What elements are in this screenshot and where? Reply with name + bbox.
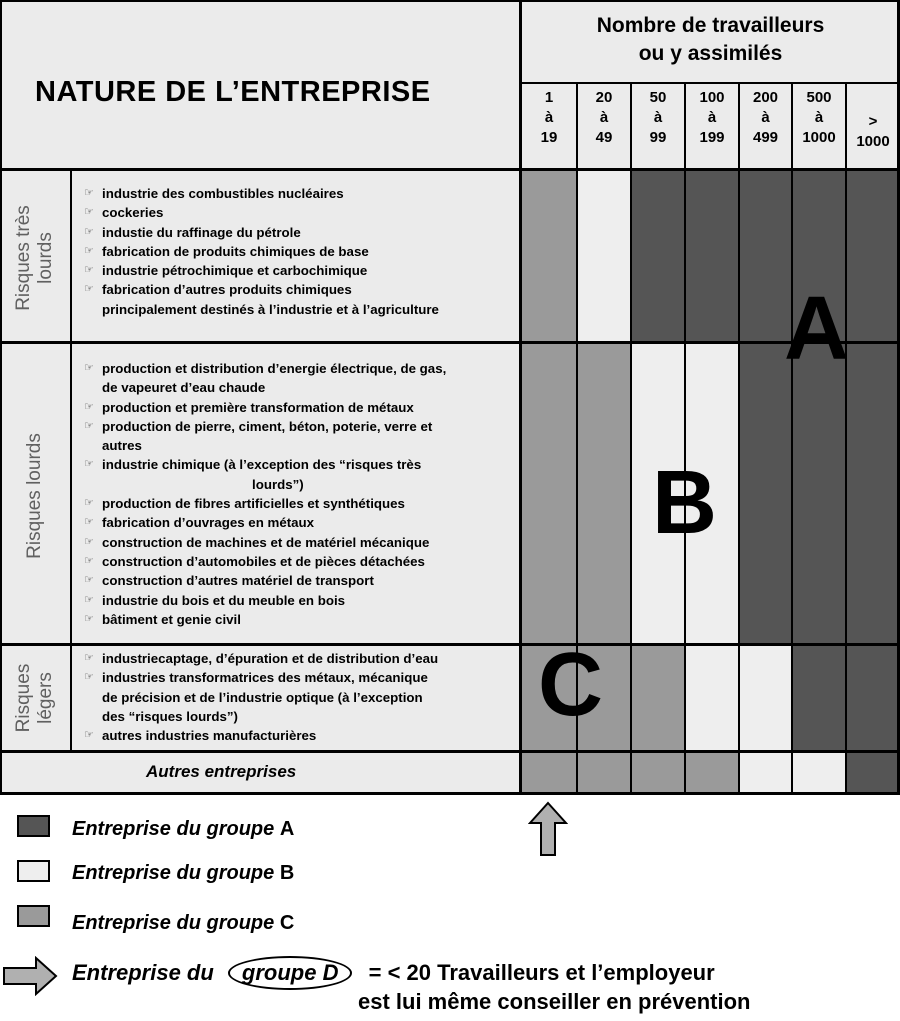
- item-list-risques-lourds: [82, 359, 446, 629]
- list-item-text: construction d’automobiles et de pièces détachées: [102, 553, 425, 569]
- category-line: Risques très: [13, 205, 34, 311]
- list-item: [82, 300, 439, 319]
- group-d-rest-line1: = < 20 Travailleurs et l’employeur: [368, 960, 715, 985]
- group-cell-c: [521, 170, 577, 343]
- autres-entreprises-label: Autres entreprises: [146, 762, 297, 781]
- list-item: [82, 455, 446, 474]
- column-header-line: à: [707, 109, 717, 126]
- list-item-text: industrie du bois et du meuble en bois: [102, 592, 346, 608]
- category-line: légers: [35, 672, 56, 724]
- list-item: [82, 280, 439, 299]
- table-bottom: [0, 792, 900, 795]
- list-item-text: industie du raffinage du pétrole: [102, 224, 301, 240]
- list-item-text: industrie des combustibles nucléaires: [102, 186, 344, 201]
- list-item-text: fabrication d’autres produits chimiques: [102, 282, 352, 298]
- group-letter-b: B: [652, 453, 717, 553]
- column-header-line: 1000: [856, 133, 890, 150]
- group-cell-c: [631, 645, 685, 752]
- column-header: [521, 88, 577, 168]
- list-item-text: construction d’autres matériel de transport: [102, 573, 374, 589]
- column-header-line: 1: [544, 89, 554, 106]
- list-item: [82, 707, 438, 726]
- divider-left-right: [519, 0, 522, 794]
- hand-pointer-icon: ☞: [84, 729, 94, 742]
- column-header-line: >: [868, 113, 878, 130]
- hand-pointer-icon: ☞: [84, 612, 94, 625]
- group-cell-a: [685, 170, 739, 343]
- hand-pointer-icon: ☞: [84, 516, 94, 529]
- hand-pointer-icon: ☞: [84, 574, 94, 587]
- workers-title: [521, 12, 900, 68]
- group-cell-b: [577, 170, 631, 343]
- group-cell-c: [685, 752, 739, 794]
- column-header-line: 50: [649, 89, 667, 106]
- group-letter-c: C: [538, 635, 603, 735]
- list-item: [82, 242, 439, 261]
- list-item: [82, 649, 438, 668]
- list-item: [82, 223, 439, 242]
- hand-pointer-icon: ☞: [84, 400, 94, 413]
- hand-pointer-icon: ☞: [84, 458, 94, 471]
- column-header-line: 499: [752, 129, 779, 146]
- list-item: [82, 203, 439, 222]
- column-header-line: à: [653, 109, 663, 126]
- hand-pointer-icon: ☞: [84, 283, 94, 296]
- column-header-line: à: [599, 109, 609, 126]
- column-header: [792, 88, 846, 168]
- column-header: [631, 88, 685, 168]
- nature-title: NATURE DE L’ENTREPRISE: [35, 76, 431, 108]
- group-d-rest-line2: est lui même conseiller en prévention: [358, 989, 751, 1014]
- up-arrow-icon: [528, 801, 568, 857]
- header-bottom: [0, 168, 900, 171]
- item-list-risques-legers: [82, 649, 438, 745]
- legend-text: Entreprise du groupe: [72, 912, 280, 934]
- legend-swatch-b: [17, 860, 50, 882]
- list-item-text: industrie chimique (à l’exception des “risques très: [102, 457, 422, 473]
- column-divider: [684, 84, 686, 794]
- list-item: [82, 726, 438, 745]
- group-cell-a: [846, 645, 900, 752]
- list-item: [82, 533, 446, 552]
- list-item-text: fabrication d’ouvrages en métaux: [102, 515, 315, 531]
- column-divider: [845, 84, 847, 794]
- list-item-text: industriecaptage, d’épuration et de distribution d’eau: [102, 651, 439, 666]
- hand-pointer-icon: ☞: [84, 244, 94, 257]
- hand-pointer-icon: ☞: [84, 206, 94, 219]
- list-item-text: de précision et de l’industrie optique (à l’exception: [102, 689, 423, 705]
- list-item: [82, 436, 446, 455]
- category-risques-tres-lourds: [13, 205, 57, 311]
- list-item-text: lourds”): [252, 476, 304, 492]
- list-item-text: construction de machines et de matériel mécanique: [102, 534, 430, 550]
- hand-pointer-icon: ☞: [84, 554, 94, 567]
- column-header-line: à: [814, 109, 824, 126]
- list-item-text: cockeries: [102, 205, 164, 221]
- list-item: [82, 688, 438, 707]
- category-line: lourds: [35, 232, 56, 284]
- group-cell-a: [792, 645, 846, 752]
- column-header: [739, 88, 792, 168]
- column-divider: [630, 84, 632, 794]
- group-cell-a: [846, 752, 900, 794]
- hand-pointer-icon: ☞: [84, 264, 94, 277]
- list-item-text: fabrication de produits chimiques de base: [102, 243, 369, 259]
- list-item: [82, 378, 446, 397]
- list-item-text: des “risques lourds”): [102, 708, 238, 724]
- list-item: [82, 610, 446, 629]
- list-item-text: production de fibres artificielles et synthétiques: [102, 496, 405, 512]
- group-cell-c: [577, 343, 631, 645]
- workers-title-line2: ou y assimilés: [638, 42, 783, 65]
- legend-label-a: [72, 818, 294, 841]
- column-header-line: 19: [540, 129, 558, 146]
- list-item-text: production de pierre, ciment, béton, poterie, verre et: [102, 418, 433, 434]
- list-item: [82, 417, 446, 436]
- group-d-circled: groupe D: [228, 956, 353, 990]
- hand-pointer-icon: ☞: [84, 497, 94, 510]
- column-header-line: à: [544, 109, 554, 126]
- list-item-text: de vapeuret d’eau chaude: [102, 380, 266, 396]
- hand-pointer-icon: ☞: [84, 652, 94, 664]
- legend-swatch-a: [17, 815, 50, 837]
- column-header-line: 199: [699, 129, 725, 146]
- category-risques-lourds: [24, 433, 46, 559]
- category-line: Risques: [13, 663, 34, 733]
- column-header-line: à: [761, 109, 770, 126]
- list-item-text: production et distribution d’energie électrique, de gas,: [102, 361, 447, 376]
- hand-pointer-icon: ☞: [84, 593, 94, 606]
- group-d-text: Entreprise du: [72, 960, 220, 985]
- group-cell-a: [631, 170, 685, 343]
- table-border-left: [0, 0, 2, 794]
- category-column-line: [70, 170, 72, 752]
- group-cell-a: [846, 343, 900, 645]
- list-item: [82, 184, 439, 203]
- list-item: [82, 359, 446, 378]
- list-item: [82, 494, 446, 513]
- column-header-line: 500: [806, 89, 832, 106]
- hand-pointer-icon: ☞: [84, 362, 94, 374]
- group-cell-c: [631, 752, 685, 794]
- legend-label-b: [72, 862, 294, 885]
- list-item: [82, 513, 446, 532]
- list-item-text: autres industries manufacturières: [102, 728, 317, 744]
- legend-letter: C: [279, 912, 295, 934]
- list-item: [82, 398, 446, 417]
- category-risques-legers: [13, 664, 57, 733]
- group-letter-a: A: [784, 279, 849, 379]
- row-divider-3: [0, 750, 900, 753]
- list-item: [82, 261, 439, 280]
- group-cell-b: [739, 645, 792, 752]
- group-cell-b: [739, 752, 792, 794]
- list-item-text: bâtiment et genie civil: [102, 611, 241, 627]
- column-header-line: 100: [699, 89, 725, 106]
- group-cell-a: [792, 343, 846, 645]
- group-cell-c: [577, 752, 631, 794]
- right-arrow-icon: [2, 956, 58, 996]
- column-header-line: 49: [595, 129, 613, 146]
- column-header-line: 99: [649, 129, 667, 146]
- row-divider-2: [0, 643, 900, 646]
- hand-pointer-icon: ☞: [84, 535, 94, 548]
- list-item: [82, 571, 446, 590]
- item-list-risques-tres-lourds: [82, 184, 439, 319]
- column-header: [685, 88, 739, 168]
- category-line: Risques lourds: [24, 433, 45, 559]
- column-header-line: 20: [595, 89, 613, 106]
- hand-pointer-icon: ☞: [84, 187, 94, 199]
- group-cell-c: [521, 752, 577, 794]
- column-header: [577, 88, 631, 168]
- list-item-text: production et première transformation de métaux: [102, 399, 414, 415]
- hand-pointer-icon: ☞: [84, 419, 94, 432]
- list-item-text: autres: [102, 438, 142, 454]
- legend-letter: A: [279, 818, 295, 840]
- workers-title-line1: Nombre de travailleurs: [596, 14, 825, 37]
- hand-pointer-icon: ☞: [84, 671, 94, 684]
- list-item: [82, 591, 446, 610]
- column-header-line: 1000: [802, 129, 836, 146]
- legend-text: Entreprise du groupe: [72, 862, 280, 884]
- group-cell-c: [521, 343, 577, 645]
- list-item: [82, 668, 438, 687]
- legend-swatch-c: [17, 905, 50, 927]
- group-cell-a: [739, 343, 792, 645]
- table-border-top: [0, 0, 900, 2]
- legend-text: Entreprise du groupe: [72, 818, 280, 840]
- group-cell-b: [685, 645, 739, 752]
- list-item-text: industries transformatrices des métaux, mécanique: [102, 670, 428, 686]
- legend-letter: B: [279, 862, 295, 884]
- group-d-note: [72, 956, 715, 990]
- list-item-text: industrie pétrochimique et carbochimique: [102, 263, 368, 279]
- row-divider-1: [0, 341, 900, 344]
- column-divider: [738, 84, 740, 794]
- list-item: [82, 475, 446, 494]
- column-header-line: 200: [752, 89, 779, 106]
- list-item-text: principalement destinés à l’industrie et à l’agriculture: [102, 301, 439, 317]
- group-cell-b: [792, 752, 846, 794]
- legend-label-c: [72, 912, 294, 935]
- column-divider: [791, 84, 793, 794]
- hand-pointer-icon: ☞: [84, 225, 94, 238]
- group-cell-a: [846, 170, 900, 343]
- list-item: [82, 552, 446, 571]
